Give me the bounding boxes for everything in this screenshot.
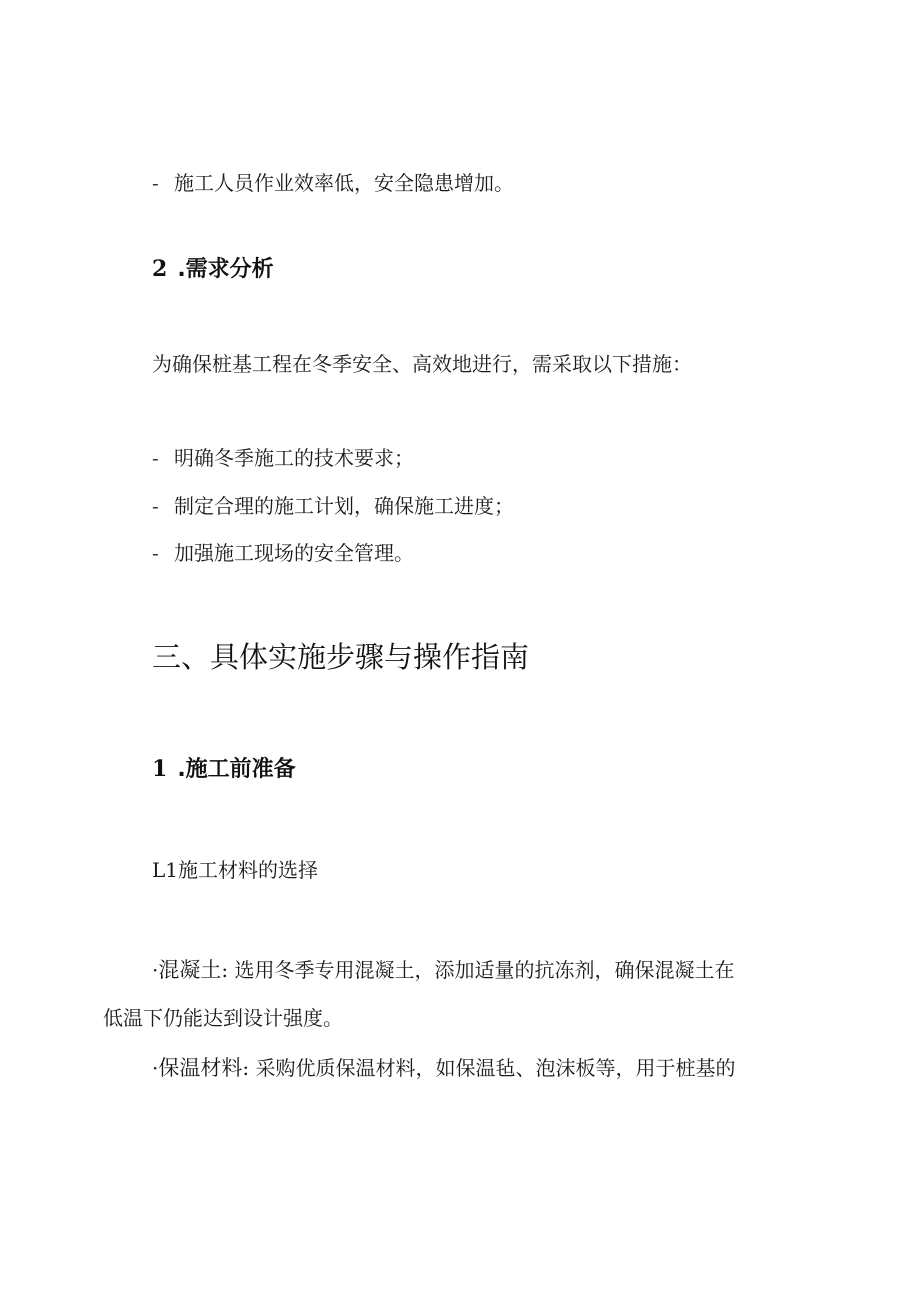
section-title: .施工前准备 [177,757,296,782]
bullet-dot: · [152,958,159,982]
material-description-line1: 选用冬季专用混凝土，添加适量的抗冻剂，确保混凝土在 [234,958,735,982]
term-colon: : [221,958,229,982]
section-number: 1 [152,756,168,782]
dash-marker: - [152,171,159,195]
dash-marker: - [152,494,159,518]
measure-item [152,448,414,468]
section-title: .需求分析 [177,257,274,282]
material-description-line2: 低温下仍能达到设计强度。 [103,1006,343,1030]
intro-paragraph: 为确保桩基工程在冬季安全、高效地进行，需采取以下措施： [152,352,692,376]
chapter-heading-3: 三、具体实施步骤与操作指南 [152,640,530,674]
section-number: 2 [152,256,168,282]
measure-text: 加强施工现场的安全管理。 [174,541,414,565]
dash-marker: - [152,446,159,470]
section-heading-3-1 [152,758,296,781]
material-description-line1: 采购优质保温材料，如保温毡、泡沫板等，用于桩基的 [255,1056,736,1080]
bullet-dot: · [152,1056,159,1080]
material-term: 保温材料 [158,1056,243,1080]
material-term: 混凝土 [158,958,222,982]
dash-marker: - [152,541,159,565]
measure-text: 制定合理的施工计划，确保施工进度； [174,494,514,518]
term-colon: : [242,1056,250,1080]
bullet-item-efficiency [152,173,514,193]
material-item-insulation [152,1058,735,1079]
section-heading-2-2 [152,258,274,281]
subsection-heading-1-1: L1施工材料的选择 [152,858,319,882]
measure-item [152,543,414,563]
material-item-concrete [152,960,734,981]
measure-text: 明确冬季施工的技术要求； [174,446,414,470]
measure-item [152,496,514,516]
bullet-text: 施工人员作业效率低，安全隐患增加。 [174,171,514,195]
